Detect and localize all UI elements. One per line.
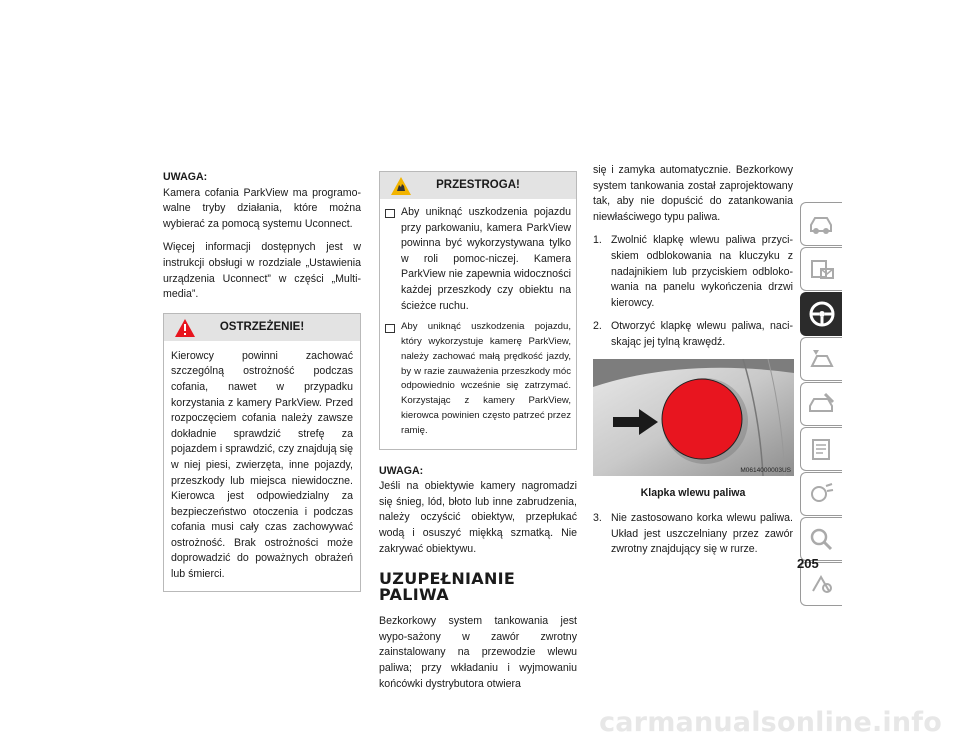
bullet-square-icon [385, 324, 395, 333]
column-left [163, 170, 361, 592]
caution-body [380, 199, 576, 449]
continued-text: się i zamyka automatycznie. Bezkorkowy system tankowania został zaprojektowany tak, aby nie dopuścić do zatankowania niewłaściwego typu paliwa. [593, 164, 793, 223]
index-icon [807, 571, 837, 597]
step-number: 2. [593, 320, 602, 333]
figure-code: M0614000003US [740, 466, 791, 474]
section-title: UZUPEŁNIANIE PALIWA [379, 569, 516, 604]
step-item [593, 511, 793, 558]
instrument-mail-icon [807, 256, 837, 282]
watermark-text: carmanualsonline.info [599, 707, 942, 738]
multimedia-icon [807, 481, 837, 507]
more-info-text: Więcej informacji dostępnych jest w instrukcji obsługi w rozdziale „Ustawienia urządzenia Uconnect” w części „Multi-media”. [163, 241, 361, 301]
warning-triangle-icon [174, 318, 196, 338]
page-number: 205 [797, 556, 819, 571]
caution-item-text: Aby uniknąć uszkodzenia pojazdu, który wykorzystuje kamerę ParkView, należy zachować małą prędkość jazdy, by w razie zauważenia przeszkody móc odpowiednio wcześnie się zatrzymać. Korzystając z kamery ParkView, kierowca powinien często patrzeć przez ramię. [401, 321, 571, 436]
step-text: Nie zastosowano korka wlewu paliwa. Układ jest uszczelniany przez zawór zwrotny znajdujący się w rurze. [611, 512, 793, 556]
step-number: 1. [593, 234, 602, 247]
caution-item [384, 205, 571, 314]
step-item [593, 233, 793, 311]
vehicle-info-icon [807, 211, 837, 237]
tab-service[interactable] [800, 382, 842, 426]
steering-wheel-icon [807, 300, 837, 328]
tab-vehicle-info[interactable] [800, 202, 842, 246]
tab-maintenance[interactable] [800, 427, 842, 471]
bullet-square-icon [385, 209, 395, 218]
caution-hand-icon [390, 176, 412, 196]
note-text: Kamera cofania ParkView ma programo-walne tryby działania, które można wybierać za pomocą systemu Uconnect. [163, 186, 361, 230]
tab-multimedia[interactable] [800, 472, 842, 516]
step-item [593, 319, 793, 350]
note-title: UWAGA: [379, 464, 424, 477]
step-text: Zwolnić klapkę wlewu paliwa przyci-skiem odblokowania na kluczyku z nadajnikiem lub przyciskiem odbloko-wania na panelu wykończenia drzwi kierowcy. [611, 234, 793, 309]
column-right [593, 163, 793, 566]
note-title: UWAGA: [163, 171, 208, 183]
section-text: Bezkorkowy system tankowania jest wypo-sażony w zawór zwrotny zainstalowany na przewodzie wlewu paliwa; przy wkładaniu i wyjmowaniu końcówki dystrybutora otwiera [379, 615, 577, 690]
tab-search[interactable] [800, 517, 842, 561]
tab-emergency[interactable] [800, 337, 842, 381]
caution-header [380, 172, 576, 199]
emergency-icon [807, 346, 837, 372]
service-car-icon [807, 391, 837, 417]
tab-driving[interactable] [800, 292, 842, 336]
warning-box [163, 313, 361, 592]
step-number: 3. [593, 512, 602, 525]
warning-header [164, 314, 360, 341]
fuel-door-figure [593, 359, 794, 476]
tab-instruments[interactable] [800, 247, 842, 291]
maintenance-list-icon [807, 436, 837, 462]
steps-list-continued [593, 511, 793, 558]
fuel-door [662, 379, 742, 459]
column-middle [379, 170, 577, 700]
step-text: Otworzyć klapkę wlewu paliwa, naci-skając jej tylną krawędź. [611, 320, 793, 348]
steps-list [593, 233, 793, 350]
fuel-door-illustration [593, 359, 794, 476]
chapter-tabs [800, 202, 842, 607]
footer-watermark-bar [0, 698, 960, 742]
caution-title: PRZESTROGA! [436, 179, 520, 191]
figure-caption: Klapka wlewu paliwa [640, 486, 746, 499]
caution-item-text: Aby uniknąć uszkodzenia pojazdu przy parkowaniu, kamera ParkView powinna być wykorzystywana tylko w roli pomoc-niczej. Kamera ParkView nie zapewnia widoczności każdej przeszkody czy obiektu na ścieżce ruchu. [401, 206, 571, 312]
search-magnifier-icon [807, 526, 837, 552]
caution-item [384, 320, 571, 438]
warning-title: OSTRZEŻENIE! [219, 320, 305, 333]
note-text: Jeśli na obiektywie kamery nagromadzi się śnieg, lód, błoto lub inne zabrudzenia, należy oczyścić obiektyw, przepłukać wodą i osuszyć miękką szmatką. Nie zakrywać obiektywu. [379, 480, 577, 555]
warning-text: Kierowcy powinni zachować szczególną ostrożność podczas cofania, nawet w przypadku korzystania z kamery ParkView. Przed rozpoczęciem cofania należy zawsze dokładnie sprawdzić strefę za pojazdem i sprawdzić, czy znajdują się w niej piesi, zwierzęta, inne pojazdy, przeszkody lub miejsca niewidoczne. Kierowca jest odpowiedzialny za bezpieczeństwo otoczenia i podczas cofania musi cały czas zachowywać ostrożność. Brak ostrożności może doprowadzić do poważnych obrażeń lub śmierci. [171, 349, 353, 581]
caution-box [379, 171, 577, 450]
